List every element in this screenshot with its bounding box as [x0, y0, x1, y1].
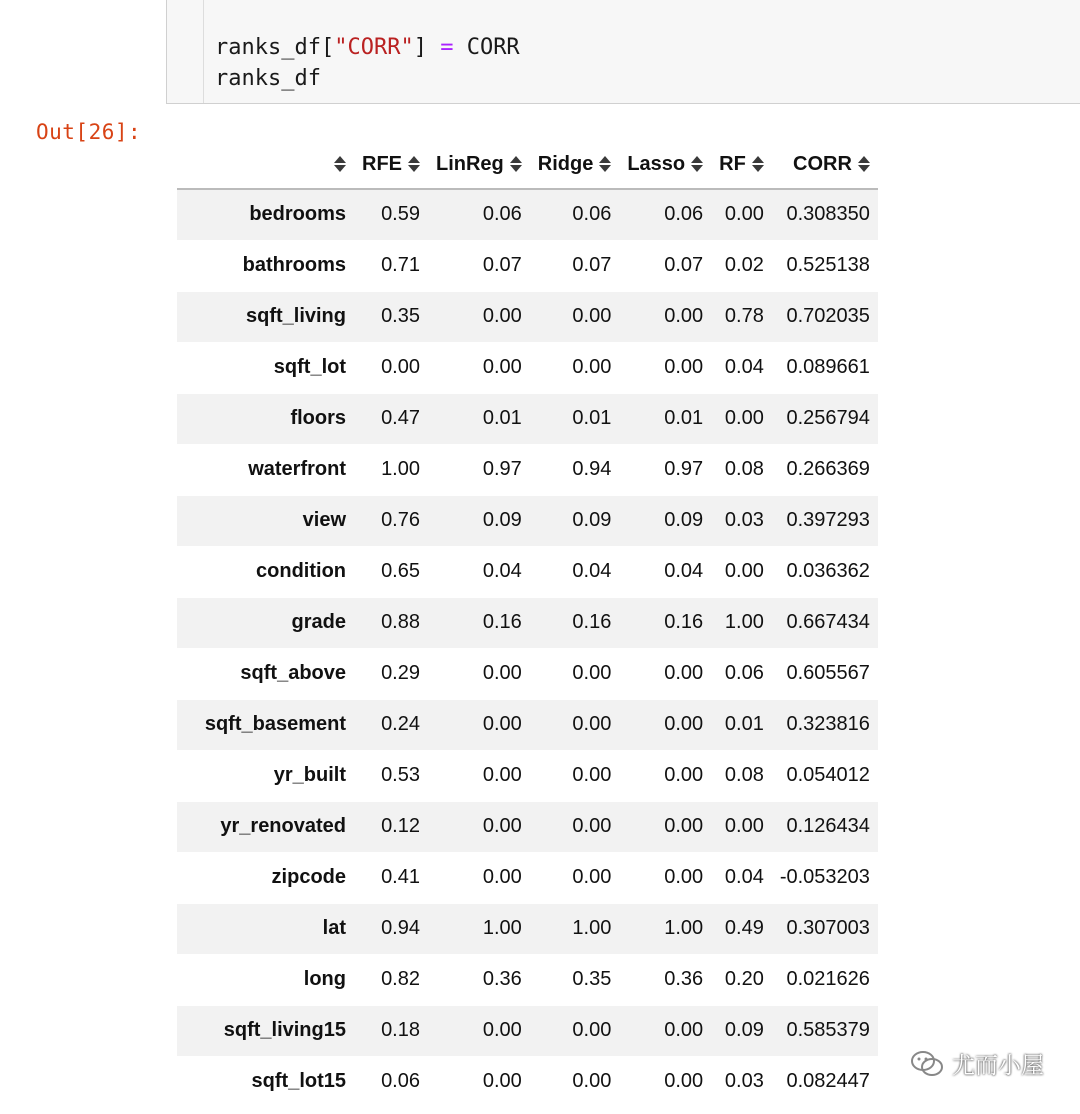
table-cell: 0.00 [482, 764, 522, 786]
table-row [177, 648, 878, 699]
row-index-label: waterfront [248, 458, 346, 480]
table-cell: 0.09 [664, 509, 704, 531]
column-header-lasso[interactable] [619, 140, 711, 189]
row-index-label: grade [291, 611, 346, 633]
column-header-label: Lasso [627, 152, 686, 175]
table-cell: 0.021626 [786, 968, 870, 990]
table-row [177, 495, 878, 546]
column-header-corr[interactable] [772, 140, 878, 189]
table-cell: 0.256794 [786, 407, 870, 429]
table-cell: 0.00 [664, 356, 704, 378]
sort-icon [334, 154, 346, 174]
table-cell: 0.04 [482, 560, 522, 582]
watermark-text: 尤而小屋 [952, 1053, 1044, 1079]
table-cell: 0.12 [381, 815, 420, 837]
table-cell: 0.04 [572, 560, 612, 582]
table-cell: 0.20 [724, 968, 764, 990]
row-index-label: zipcode [271, 866, 346, 888]
column-header-label: CORR [793, 152, 852, 175]
table-cell: 0.00 [664, 713, 704, 735]
table-cell: 1.00 [664, 917, 704, 939]
table-cell: 0.65 [381, 560, 420, 582]
table-cell: 0.00 [724, 815, 764, 837]
table-row [177, 342, 878, 393]
table-cell: 0.01 [724, 713, 764, 735]
table-cell: -0.053203 [779, 866, 870, 888]
table-cell: 0.00 [664, 815, 704, 837]
table-cell: 0.036362 [786, 560, 870, 582]
output-prompt: Out[26]: [36, 120, 142, 144]
sort-icon [510, 154, 522, 174]
column-header-linreg[interactable] [428, 140, 530, 189]
table-row [177, 1005, 878, 1056]
row-index-label: bedrooms [249, 203, 346, 226]
table-cell: 0.00 [664, 305, 704, 327]
table-cell: 1.00 [724, 611, 764, 633]
table-cell: 0.126434 [786, 815, 870, 837]
table-cell: 0.00 [664, 1019, 704, 1041]
table-cell: 0.41 [381, 866, 420, 888]
table-cell: 0.00 [482, 356, 522, 378]
table-cell: 0.04 [724, 866, 764, 888]
row-index-label: long [303, 968, 346, 990]
table-cell: 0.88 [381, 611, 420, 633]
table-cell: 0.054012 [786, 764, 870, 786]
table-body [177, 189, 878, 1107]
table-cell: 0.16 [572, 611, 612, 633]
table-cell: 0.16 [482, 611, 522, 633]
table-cell: 0.09 [482, 509, 522, 531]
table-row [177, 852, 878, 903]
table-cell: 0.00 [482, 815, 522, 837]
table-cell: 0.03 [724, 1070, 764, 1092]
table-cell: 0.01 [572, 407, 612, 429]
code-string-token: "CORR" [334, 35, 414, 60]
table-cell: 0.00 [482, 866, 522, 888]
table-cell: 0.47 [381, 407, 420, 429]
table-cell: 0.06 [572, 203, 612, 226]
table-row [177, 597, 878, 648]
table-row [177, 444, 878, 495]
table-cell: 0.323816 [786, 713, 870, 735]
code-token: CORR [453, 35, 520, 60]
table-cell: 0.397293 [786, 509, 870, 531]
row-index-label: sqft_basement [204, 713, 346, 735]
table-cell: 0.585379 [786, 1019, 870, 1041]
table-cell: 0.35 [572, 968, 612, 990]
row-index-label: sqft_lot [273, 356, 346, 378]
row-index-label: floors [290, 407, 346, 429]
table-row [177, 240, 878, 291]
table-cell: 0.04 [724, 356, 764, 378]
table-cell: 0.00 [724, 203, 764, 226]
code-operator-token: = [440, 35, 454, 60]
table-cell: 0.09 [724, 1019, 764, 1041]
column-header-ridge[interactable] [530, 140, 620, 189]
table-cell: 1.00 [381, 458, 420, 480]
column-header-label: LinReg [436, 152, 504, 175]
table-cell: 0.04 [664, 560, 704, 582]
table-row [177, 750, 878, 801]
table-row [177, 801, 878, 852]
table-cell: 0.00 [664, 764, 704, 786]
table-cell: 0.06 [381, 1070, 420, 1092]
table-row [177, 699, 878, 750]
row-index-label: lat [322, 917, 346, 939]
sort-icon [752, 154, 764, 174]
table-cell: 0.00 [664, 662, 704, 684]
table-cell: 0.00 [482, 662, 522, 684]
table-cell: 0.01 [664, 407, 704, 429]
code-cell[interactable] [166, 0, 1080, 104]
table-cell: 1.00 [482, 917, 522, 939]
table-cell: 0.29 [381, 662, 420, 684]
row-index-label: sqft_living [245, 305, 346, 327]
table-cell: 0.00 [482, 305, 522, 327]
row-index-label: condition [256, 560, 346, 582]
table-cell: 0.082447 [786, 1070, 870, 1092]
table-cell: 0.00 [482, 1019, 522, 1041]
table-cell: 0.00 [664, 1070, 704, 1092]
table-cell: 0.36 [664, 968, 704, 990]
table-cell: 0.308350 [786, 203, 870, 226]
table-cell: 0.07 [482, 254, 522, 276]
table-cell: 0.00 [482, 1070, 522, 1092]
table-cell: 0.03 [724, 509, 764, 531]
table-cell: 0.18 [381, 1019, 420, 1041]
table-cell: 0.01 [482, 407, 522, 429]
table-row [177, 903, 878, 954]
table-cell: 0.82 [381, 968, 420, 990]
row-index-label: sqft_living15 [223, 1019, 346, 1041]
table-cell: 0.94 [381, 917, 420, 939]
column-header-rfe[interactable] [354, 140, 428, 189]
table-cell: 0.00 [482, 713, 522, 735]
table-cell: 0.16 [664, 611, 704, 633]
table-cell: 0.00 [572, 713, 612, 735]
table-cell: 0.00 [572, 815, 612, 837]
sort-icon [599, 154, 611, 174]
table-cell: 0.06 [482, 203, 522, 226]
code-token: ] [413, 35, 441, 60]
row-index-label: sqft_lot15 [251, 1070, 346, 1092]
column-header-label: RFE [362, 152, 402, 175]
table-cell: 0.97 [482, 458, 522, 480]
table-cell: 0.00 [572, 764, 612, 786]
table-cell: 0.76 [381, 509, 420, 531]
table-cell: 0.35 [381, 305, 420, 327]
table-row [177, 1056, 878, 1107]
row-index-label: bathrooms [242, 254, 346, 276]
table-cell: 0.06 [664, 203, 704, 226]
table-cell: 0.94 [572, 458, 612, 480]
table-cell: 0.00 [572, 866, 612, 888]
table-cell: 0.36 [482, 968, 522, 990]
table-cell: 0.307003 [786, 917, 870, 939]
code-gutter [203, 0, 204, 103]
table-cell: 0.667434 [786, 611, 870, 633]
table-cell: 0.00 [572, 305, 612, 327]
index-header[interactable] [177, 140, 354, 189]
sort-icon [691, 154, 703, 174]
table-cell: 0.97 [664, 458, 704, 480]
watermark [910, 1047, 1044, 1080]
row-index-label: yr_renovated [220, 815, 346, 837]
table-cell: 0.00 [664, 866, 704, 888]
table-row [177, 291, 878, 342]
table-cell: 0.00 [724, 407, 764, 429]
table-cell: 0.07 [664, 254, 704, 276]
table-cell: 0.07 [572, 254, 612, 276]
table-cell: 0.00 [572, 1019, 612, 1041]
table-cell: 0.605567 [786, 662, 870, 684]
table-header-row [177, 140, 878, 189]
wechat-icon [910, 1050, 944, 1078]
column-header-label: Ridge [537, 152, 594, 175]
table-cell: 0.09 [572, 509, 612, 531]
table-cell: 0.53 [381, 764, 420, 786]
table-row [177, 546, 878, 597]
table-cell: 0.00 [381, 356, 420, 378]
column-header-label: RF [719, 152, 746, 175]
table-cell: 0.08 [724, 458, 764, 480]
table-cell: 0.00 [572, 662, 612, 684]
table-cell: 0.00 [572, 1070, 612, 1092]
table-cell: 0.78 [724, 305, 764, 327]
row-index-label: sqft_above [240, 662, 346, 684]
table-row [177, 954, 878, 1005]
code-token: ranks_df [215, 66, 321, 91]
table-cell: 0.49 [724, 917, 764, 939]
table-cell: 1.00 [572, 917, 612, 939]
table-cell: 0.00 [572, 356, 612, 378]
row-index-label: yr_built [273, 764, 346, 786]
table-cell: 0.24 [381, 713, 420, 735]
dataframe-table [177, 140, 878, 1108]
column-header-rf[interactable] [711, 140, 772, 189]
table-cell: 0.266369 [786, 458, 870, 480]
table-cell: 0.08 [724, 764, 764, 786]
table-cell: 0.71 [381, 254, 420, 276]
table-cell: 0.525138 [786, 254, 870, 276]
table-cell: 0.00 [724, 560, 764, 582]
table-cell: 0.59 [381, 203, 420, 226]
table-cell: 0.06 [724, 662, 764, 684]
sort-icon [408, 154, 420, 174]
table-cell: 0.02 [724, 254, 764, 276]
table-row [177, 189, 878, 240]
table-cell: 0.702035 [786, 305, 870, 327]
code-token: ranks_df[ [215, 35, 335, 60]
code-editor[interactable] [215, 32, 520, 94]
row-index-label: view [302, 509, 346, 531]
table-cell: 0.089661 [786, 356, 870, 378]
sort-icon [858, 154, 870, 174]
table-row [177, 393, 878, 444]
